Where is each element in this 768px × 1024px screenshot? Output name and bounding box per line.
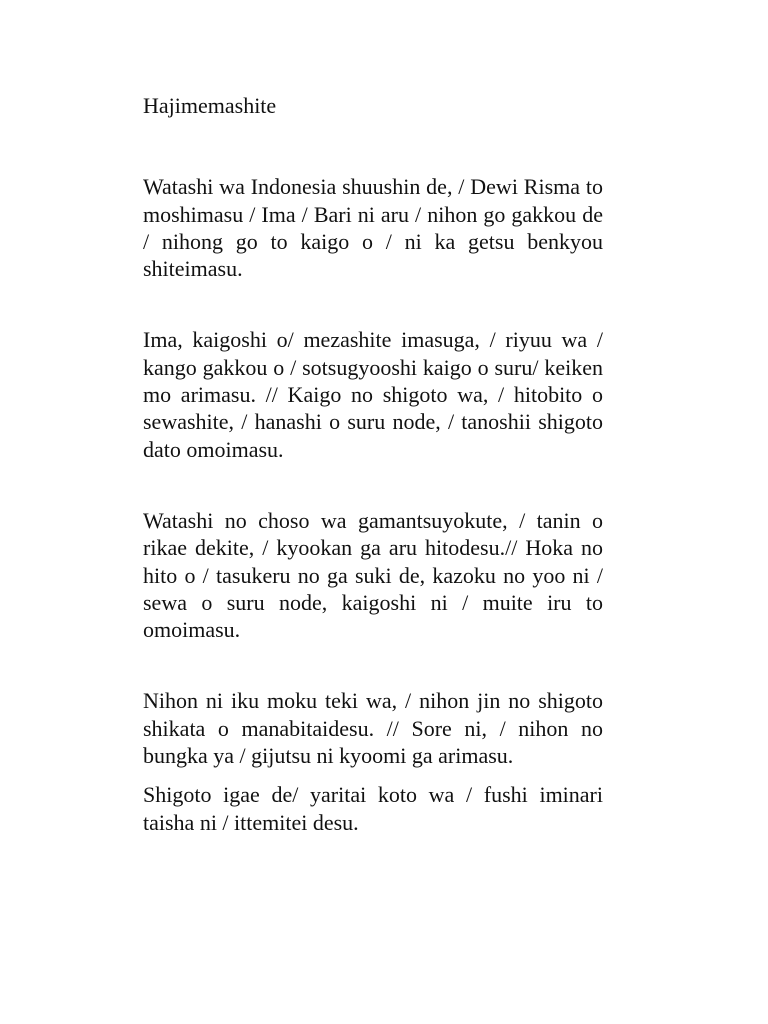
document-title: Hajimemashite [143,93,277,118]
paragraph-future-plans: Shigoto igae de/ yaritai koto wa / fushi iminari taisha ni / ittemitei desu. [143,782,603,835]
document-page [143,92,603,836]
paragraph-personality: Watashi no choso wa gamantsuyokute, / tanin o rikae dekite, / kyookan ga aru hitodesu.// Hoka no hito o / tasukeru no ga suki de, kazoku no yoo ni / sewa o suru node, kaigoshi ni / muite iru to omoimasu. [143,507,603,643]
paragraph-introduction: Watashi wa Indonesia shuushin de, / Dewi Risma to moshimasu / Ima / Bari ni aru / nihon go gakkou de / nihong go to kaigo o / ni ka getsu benkyou shiteimasu. [143,174,603,282]
paragraph-purpose: Nihon ni iku moku teki wa, / nihon jin no shigoto shikata o manabitaidesu. // Sore ni, / nihon no bungka ya / gijutsu ni kyoomi ga arimasu. [143,688,603,769]
paragraph-motivation: Ima, kaigoshi o/ mezashite imasuga, / riyuu wa / kango gakkou o / sotsugyooshi kaigo o suru/ keiken mo arimasu. // Kaigo no shigoto wa, / hitobito o sewashite, / hanashi o suru node, / tanoshii shigoto dato omoimasu. [143,327,603,462]
